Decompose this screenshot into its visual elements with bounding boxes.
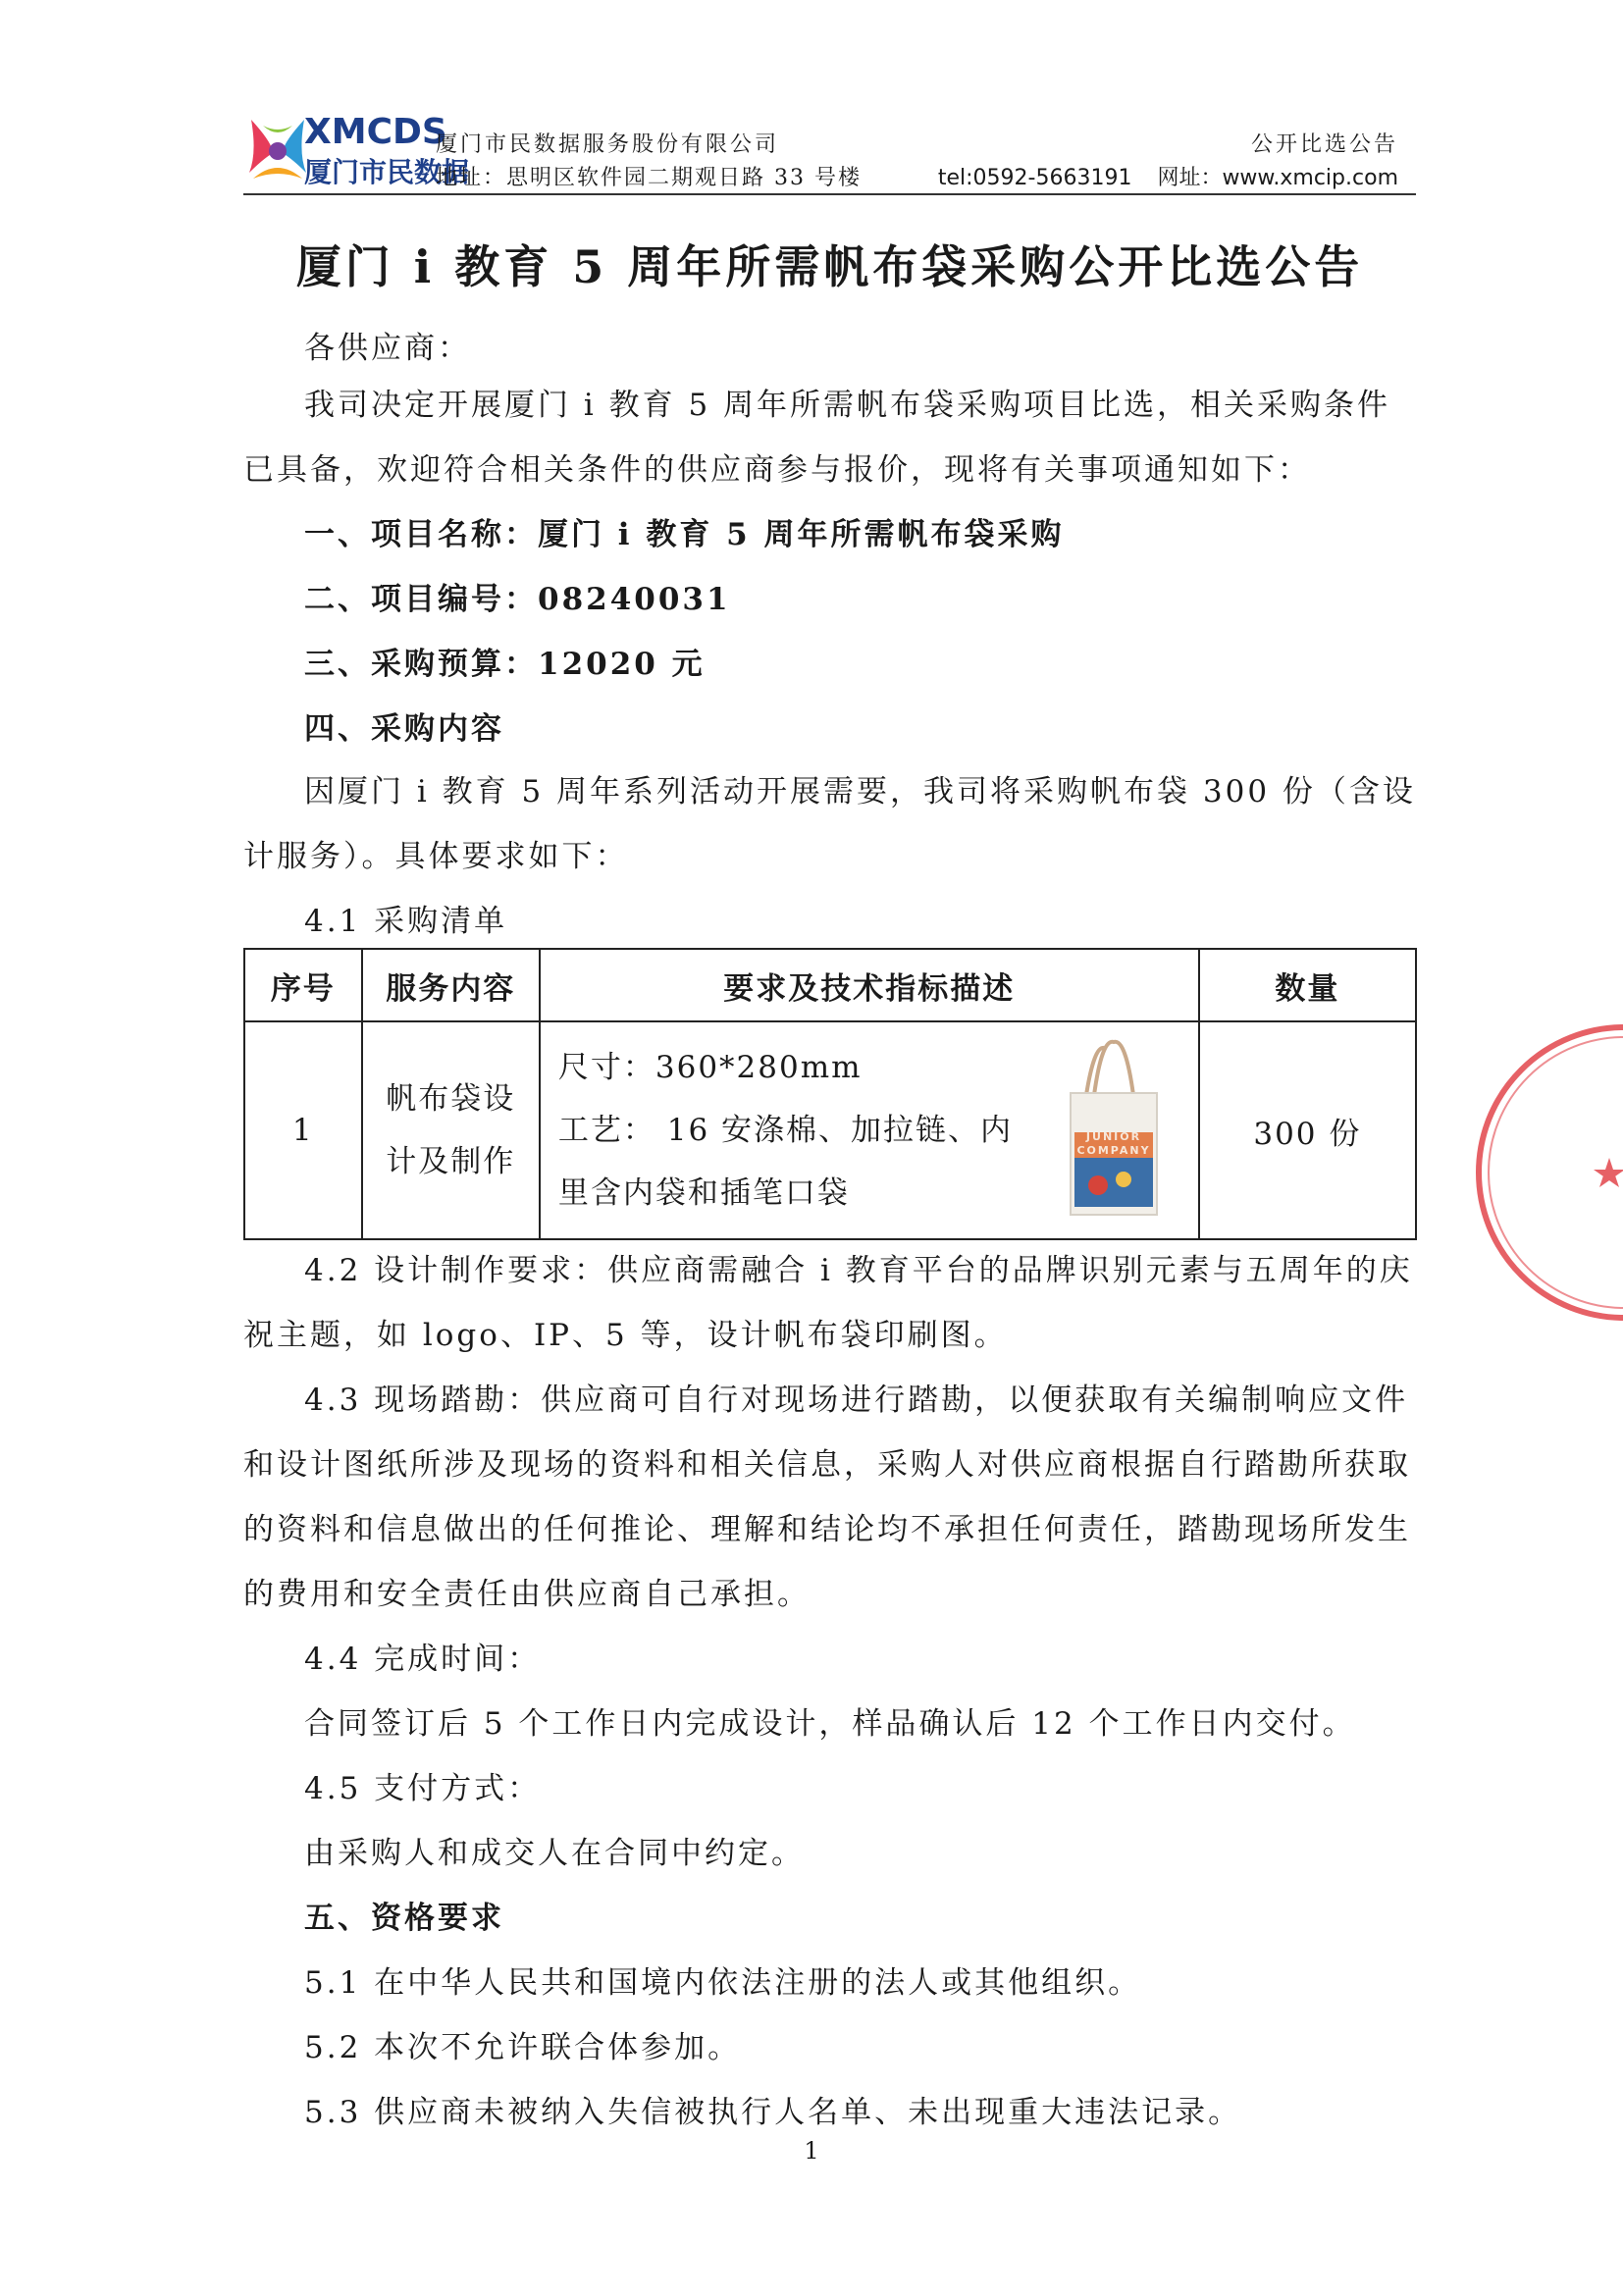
table-row <box>244 1021 1416 1239</box>
official-seal-stamp <box>1462 1011 1623 1334</box>
contact-info <box>913 161 1398 191</box>
section-budget: 三、采购预算：12020 元 <box>304 647 706 682</box>
header-divider <box>243 193 1416 195</box>
procurement-table <box>243 948 1417 1240</box>
qualification-2: 5.2 本次不允许联合体参加。 <box>304 2030 742 2065</box>
payment-heading: 4.5 支付方式： <box>304 1771 542 1806</box>
section-qualification: 五、资格要求 <box>304 1901 504 1936</box>
craft-spec: 工艺： 16 安涤棉、加拉链、内 <box>557 1113 1014 1148</box>
column-header: 数量 <box>1199 949 1416 1021</box>
bag-print-line1: JUNIOR <box>1085 1130 1141 1143</box>
qualification-3: 5.3 供应商未被纳入失信被执行人名单、未出现重大违法记录。 <box>304 2095 1242 2130</box>
column-header: 服务内容 <box>362 949 540 1021</box>
logo-text-en: XMCDS <box>304 112 447 152</box>
website: 网址：www.xmcip.com <box>1157 166 1398 190</box>
requirements-cell <box>540 1021 1199 1239</box>
row-number: 1 <box>244 1021 362 1239</box>
quantity: 300 份 <box>1199 1021 1416 1239</box>
letterhead <box>243 108 1416 194</box>
bag-print-line2: COMPANY <box>1076 1144 1151 1157</box>
completion-time-desc: 合同签订后 5 个工作日内完成设计，样品确认后 12 个工作日内交付。 <box>304 1706 1356 1742</box>
intro-paragraph: 我司决定开展厦门 i 教育 5 周年所需帆布袋采购项目比选，相关采购条件已具备，欢迎符合相关条件的供应商参与报价，现将有关事项通知如下： <box>243 388 1391 488</box>
company-address: 地址：思明区软件园二期观日路 33 号楼 <box>436 166 862 190</box>
craft-spec-cont: 里含内袋和插笔口袋 <box>557 1175 850 1211</box>
column-header: 要求及技术指标描述 <box>540 949 1199 1021</box>
completion-time-heading: 4.4 完成时间： <box>304 1642 542 1677</box>
payment-desc: 由采购人和成交人在合同中约定。 <box>304 1836 805 1871</box>
page-number: 1 <box>804 2137 819 2165</box>
company-name: 厦门市民数据服务股份有限公司 <box>436 132 780 157</box>
design-requirements: 4.2 设计制作要求：供应商需融合 i 教育平台的品牌识别元素与五周年的庆祝主题，如 logo、IP、5 等，设计帆布袋印刷图。 <box>243 1253 1413 1353</box>
column-header: 序号 <box>244 949 362 1021</box>
section-project-name: 一、项目名称：厦门 i 教育 5 周年所需帆布袋采购 <box>304 517 1065 552</box>
document-type: 公开比选公告 <box>1250 132 1398 157</box>
section-project-number: 二、项目编号：08240031 <box>304 582 731 617</box>
section-procurement-content: 四、采购内容 <box>304 711 504 747</box>
procurement-description: 因厦门 i 教育 5 周年系列活动开展需要，我司将采购帆布袋 300 份（含设计服务）。具体要求如下： <box>243 774 1416 874</box>
tote-bag-image <box>1051 1038 1177 1219</box>
logo-text-cn: 厦门市民数据 <box>304 156 470 188</box>
size-spec: 尺寸：360*280mm <box>557 1050 863 1085</box>
table-header-row <box>244 949 1416 1021</box>
telephone: tel:0592-5663191 <box>937 166 1132 190</box>
site-survey: 4.3 现场踏勘：供应商可自行对现场进行踏勘，以便获取有关编制响应文件和设计图纸所涉及现场的资料和相关信息，采购人对供应商根据自行踏勘所获取的资料和信息做出的任何推论、理解和结论均不承担任何责任，踏勘现场所发生的费用和安全责任由供应商自己承担。 <box>243 1383 1411 1612</box>
document-title: 厦门 i 教育 5 周年所需帆布袋采购公开比选公告 <box>295 240 1364 293</box>
procurement-list-heading: 4.1 采购清单 <box>304 904 508 939</box>
qualification-1: 5.1 在中华人民共和国境内依法注册的法人或其他组织。 <box>304 1965 1142 2001</box>
greeting: 各供应商： <box>304 331 471 366</box>
company-logo-icon <box>243 114 312 188</box>
service-content: 帆布袋设 计及制作 <box>362 1021 540 1239</box>
